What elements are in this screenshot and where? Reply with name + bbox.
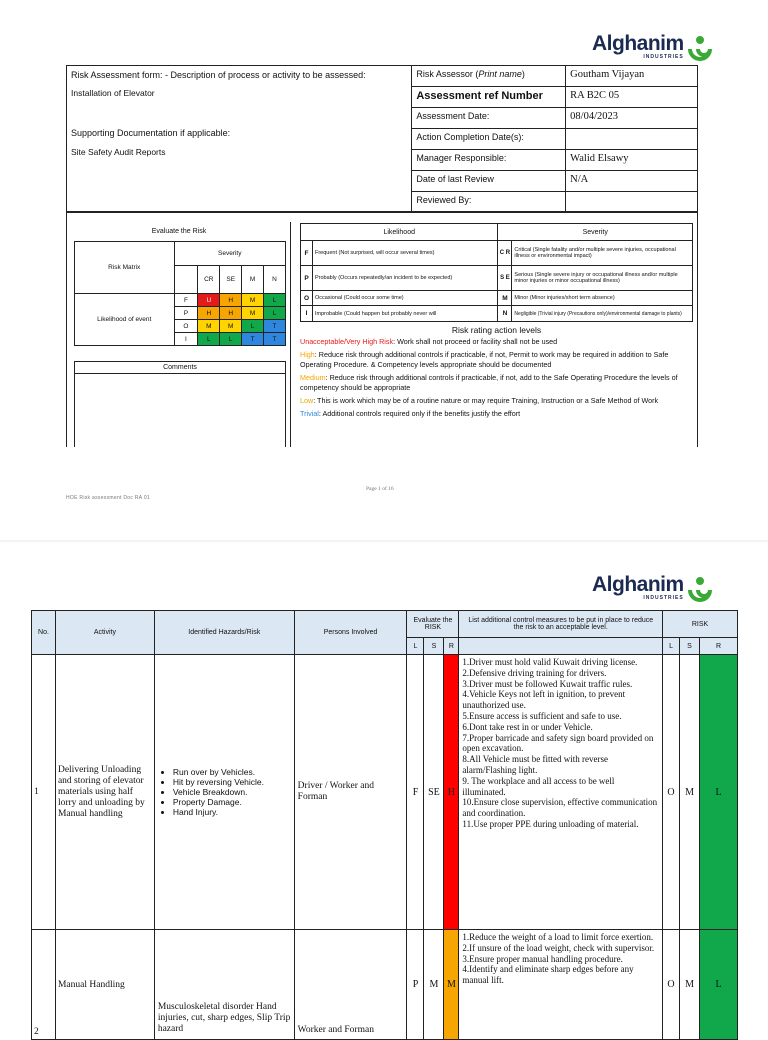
rating-u-text: : Work shall not proceed or facility shall not be used <box>393 337 558 346</box>
col-risk-l: L <box>663 638 680 655</box>
col-hazards: Identified Hazards/Risk <box>154 611 294 655</box>
matrix-cell: L <box>220 333 242 346</box>
likelihood-key: O <box>301 291 313 306</box>
control-item: 4.Identify and eliminate sharp edges before any manual lift. <box>462 964 634 986</box>
form-title: Risk Assessment form: - Description of process or activity to be assessed: <box>71 70 366 80</box>
logo-subtitle: INDUSTRIES <box>643 54 684 60</box>
severity-key: C R <box>498 241 512 266</box>
row-risk-r: L <box>700 930 738 1040</box>
doc-reference: HOE Risk assessment Doc RA 01 <box>66 495 151 501</box>
row-persons: Worker and Forman <box>294 930 407 1040</box>
likelihood-title: Likelihood <box>301 224 498 241</box>
assessment-date-label: Assessment Date: <box>412 108 566 129</box>
row-eval-l: F <box>407 655 424 930</box>
completion-date-label: Action Completion Date(s): <box>412 129 566 150</box>
rating-h-text: : Reduce risk through additional controls if practicable, if not, Permit to work may be required in addition to Safe Operating Procedure. & Competency levels appropriate should be documented <box>300 350 669 369</box>
row-controls <box>459 930 663 1040</box>
matrix-cell: M <box>242 307 264 320</box>
assessment-header-table <box>66 65 698 213</box>
matrix-row-key: O <box>174 320 198 333</box>
manager-label: Manager Responsible: <box>412 150 566 171</box>
matrix-cell: M <box>198 320 220 333</box>
company-logo-page2 <box>592 574 714 602</box>
control-item: 1.Driver must hold valid Kuwait driving license. <box>462 657 638 667</box>
matrix-cell: T <box>242 333 264 346</box>
matrix-cell: H <box>220 307 242 320</box>
ref-number-value: RA B2C 05 <box>566 87 698 108</box>
col-evaluate: Evaluate the RISK <box>407 611 459 638</box>
hazard-item: • Hand Injury. <box>173 807 294 817</box>
row-risk-l: O <box>663 930 680 1040</box>
severity-title: Severity <box>498 224 693 241</box>
severity-desc: Negligible (Trivial injury (Precautions only)/environmental damage to plants) <box>512 306 693 322</box>
col-s: S <box>424 638 444 655</box>
comments-label: Comments <box>75 362 285 374</box>
sev-col-n: N <box>264 266 286 294</box>
col-risk-r: R <box>700 638 738 655</box>
rating-low <box>300 396 693 406</box>
risk-rating-levels <box>300 325 693 419</box>
likelihood-severity-legend <box>300 223 693 322</box>
row-activity: Delivering Unloading and storing of elevator materials using half lorry and unloading by Manual handling <box>55 655 154 930</box>
row-eval-r: H <box>444 655 459 930</box>
hazard-item: • Property Damage. <box>173 797 294 807</box>
hazard-item: • Vehicle Breakdown. <box>173 787 294 797</box>
rating-trivial <box>300 409 693 419</box>
supporting-docs-label: Supporting Documentation if applicable: <box>71 128 231 138</box>
section-divider <box>290 222 291 447</box>
activity-risk-table <box>31 610 738 1040</box>
col-r: R <box>444 638 459 655</box>
col-l: L <box>407 638 424 655</box>
completion-date-value <box>566 129 698 150</box>
comments-box <box>74 361 286 447</box>
logo-swirl-icon <box>686 574 714 602</box>
col-controls: List additional control measures to be put in place to reduce the risk to an acceptable level. <box>459 611 663 638</box>
matrix-cell: M <box>220 320 242 333</box>
hazard-item: • Hit by reversing Vehicle. <box>173 777 294 787</box>
col-controls-blank <box>459 638 663 655</box>
manager-value: Walid Elsawy <box>566 150 698 171</box>
likelihood-key: P <box>301 266 313 291</box>
control-item: 6.Dont take rest in or under Vehicle. <box>462 721 593 732</box>
matrix-cell: L <box>198 333 220 346</box>
control-item: 1.Reduce the weight of a load to limit force exertion. <box>462 932 654 942</box>
row-activity: Manual Handling <box>55 930 154 1040</box>
col-persons: Persons Involved <box>294 611 407 655</box>
rating-high <box>300 350 693 370</box>
process-description-cell <box>67 66 412 213</box>
likelihood-desc: Frequent (Not surprised, will occur several times) <box>312 241 497 266</box>
matrix-row-key: P <box>174 307 198 320</box>
row-controls <box>459 655 663 930</box>
row-hazards <box>154 655 294 930</box>
likelihood-desc: Probably (Occurs repeatedly/an incident to be expected) <box>312 266 497 291</box>
reviewed-by-value <box>566 192 698 213</box>
rating-medium <box>300 373 693 393</box>
rating-m-label: Medium <box>300 373 326 382</box>
matrix-cell: L <box>242 320 264 333</box>
control-item: 7.Proper barricade and safety sign board provided on open excavation. <box>462 732 654 754</box>
likelihood-key: I <box>301 306 313 322</box>
table-row <box>32 930 738 1040</box>
matrix-cell: L <box>264 294 286 307</box>
matrix-cell: H <box>220 294 242 307</box>
matrix-row-key: F <box>174 294 198 307</box>
sev-col-blank <box>174 266 198 294</box>
company-logo <box>592 33 714 61</box>
control-item: 2.If unsure of the load weight, check with supervisor. <box>462 942 655 953</box>
matrix-cell: L <box>264 307 286 320</box>
ref-number-label: Assessment ref Number <box>412 87 566 108</box>
severity-key: M <box>498 291 512 306</box>
rating-h-label: High <box>300 350 315 359</box>
control-item: 11.Use proper PPE during unloading of material. <box>462 818 639 829</box>
matrix-cell: U <box>198 294 220 307</box>
row-no: 1 <box>32 655 56 930</box>
control-item: 2.Defensive driving training for drivers. <box>462 667 607 678</box>
control-item: 5.Ensure access is sufficient and safe to use. <box>462 710 622 721</box>
risk-rating-title: Risk rating action levels <box>451 325 542 335</box>
evaluate-caption: Evaluate the Risk <box>151 228 207 235</box>
rating-l-text: : This is work which may be of a routine nature or may require Training, Instruction or a Safe Method of Work <box>313 396 659 405</box>
matrix-cell: H <box>198 307 220 320</box>
severity-label: Severity <box>174 242 286 266</box>
reviewed-by-label: Reviewed By: <box>412 192 566 213</box>
sev-col-se: SE <box>220 266 242 294</box>
sev-col-m: M <box>242 266 264 294</box>
col-no: No. <box>32 611 56 655</box>
supporting-docs-value: Site Safety Audit Reports <box>71 147 166 157</box>
matrix-cell: M <box>242 294 264 307</box>
severity-desc: Critical (Single fatality and/or multiple severe injuries, occupational illness or environmental impact) <box>512 241 693 266</box>
page-number: Page 1 of 16 <box>366 486 394 492</box>
assessor-label: Risk Assessor (Print name) <box>412 66 566 87</box>
likelihood-desc: Occasional (Could occur some time) <box>312 291 497 306</box>
rating-u-label: Unacceptable/Very High Risk <box>300 337 394 346</box>
hazard-item: • Run over by Vehicles. <box>173 767 294 777</box>
control-item: 9. The workplace and all access to be well illuminated. <box>462 775 615 797</box>
logo-wordmark: Alghanim <box>592 573 684 596</box>
row-risk-r: L <box>700 655 738 930</box>
rating-m-text: : Reduce risk through additional controls if practicable, if not, add to the Safe Operating Procedure the levels of competency should be appropriate <box>300 373 678 392</box>
matrix-cell: T <box>264 320 286 333</box>
logo-wordmark: Alghanim <box>592 32 684 55</box>
likelihood-desc: Improbable (Could happen but probably never will <box>312 306 497 322</box>
control-item: 3.Ensure proper manual handling procedure. <box>462 953 623 964</box>
col-activity: Activity <box>55 611 154 655</box>
row-eval-l: P <box>407 930 424 1040</box>
logo-subtitle: INDUSTRIES <box>643 595 684 601</box>
severity-desc: Serious (Single severe injury or occupational illness and/or multiple minor injuries or minor occupational illness) <box>512 266 693 291</box>
rating-unacceptable <box>300 337 693 347</box>
row-eval-r: M <box>444 930 459 1040</box>
risk-matrix-label: Risk Matrix <box>75 242 175 294</box>
severity-desc: Minor (Minor injuries/short term absence) <box>512 291 693 306</box>
row-risk-l: O <box>663 655 680 930</box>
assessor-value: Goutham Vijayan <box>566 66 698 87</box>
likelihood-of-event-label: Likelihood of event <box>75 294 175 346</box>
control-item: 10.Ensure close supervision, effective communication and coordination. <box>462 797 658 819</box>
page-separator <box>0 540 768 542</box>
risk-matrix-table <box>74 241 286 346</box>
row-risk-s: M <box>680 930 700 1040</box>
control-item: 8.All Vehicle must be fitted with reverse alarm/Flashing light. <box>462 754 608 775</box>
rating-t-text: : Additional controls required only if the benefits justify the effort <box>318 409 521 418</box>
severity-key: N <box>498 306 512 322</box>
sev-col-cr: CR <box>198 266 220 294</box>
row-no: 2 <box>32 930 56 1040</box>
matrix-row-key: I <box>174 333 198 346</box>
assessment-date-value: 08/04/2023 <box>566 108 698 129</box>
logo-swirl-icon <box>686 33 714 61</box>
col-risk-s: S <box>680 638 700 655</box>
row-risk-s: M <box>680 655 700 930</box>
control-item: 3.Driver must be followed Kuwait traffic rules. <box>462 678 633 689</box>
rating-t-label: Trivial <box>300 409 319 418</box>
row-hazards: Musculoskeletal disorder Hand injuries, cut, sharp edges, Slip Trip hazard <box>154 930 294 1040</box>
row-eval-s: SE <box>424 655 444 930</box>
row-persons: Driver / Worker and Forman <box>294 655 407 930</box>
last-review-value: N/A <box>566 171 698 192</box>
last-review-label: Date of last Review <box>412 171 566 192</box>
matrix-cell: T <box>264 333 286 346</box>
likelihood-key: F <box>301 241 313 266</box>
row-eval-s: M <box>424 930 444 1040</box>
control-item: 4.Vehicle Keys not left in ignition, to prevent unauthorized use. <box>462 689 626 711</box>
col-risk: RISK <box>663 611 738 638</box>
severity-key: S E <box>498 266 512 291</box>
table-row <box>32 655 738 930</box>
rating-l-label: Low <box>300 396 314 405</box>
process-name: Installation of Elevator <box>71 88 155 98</box>
